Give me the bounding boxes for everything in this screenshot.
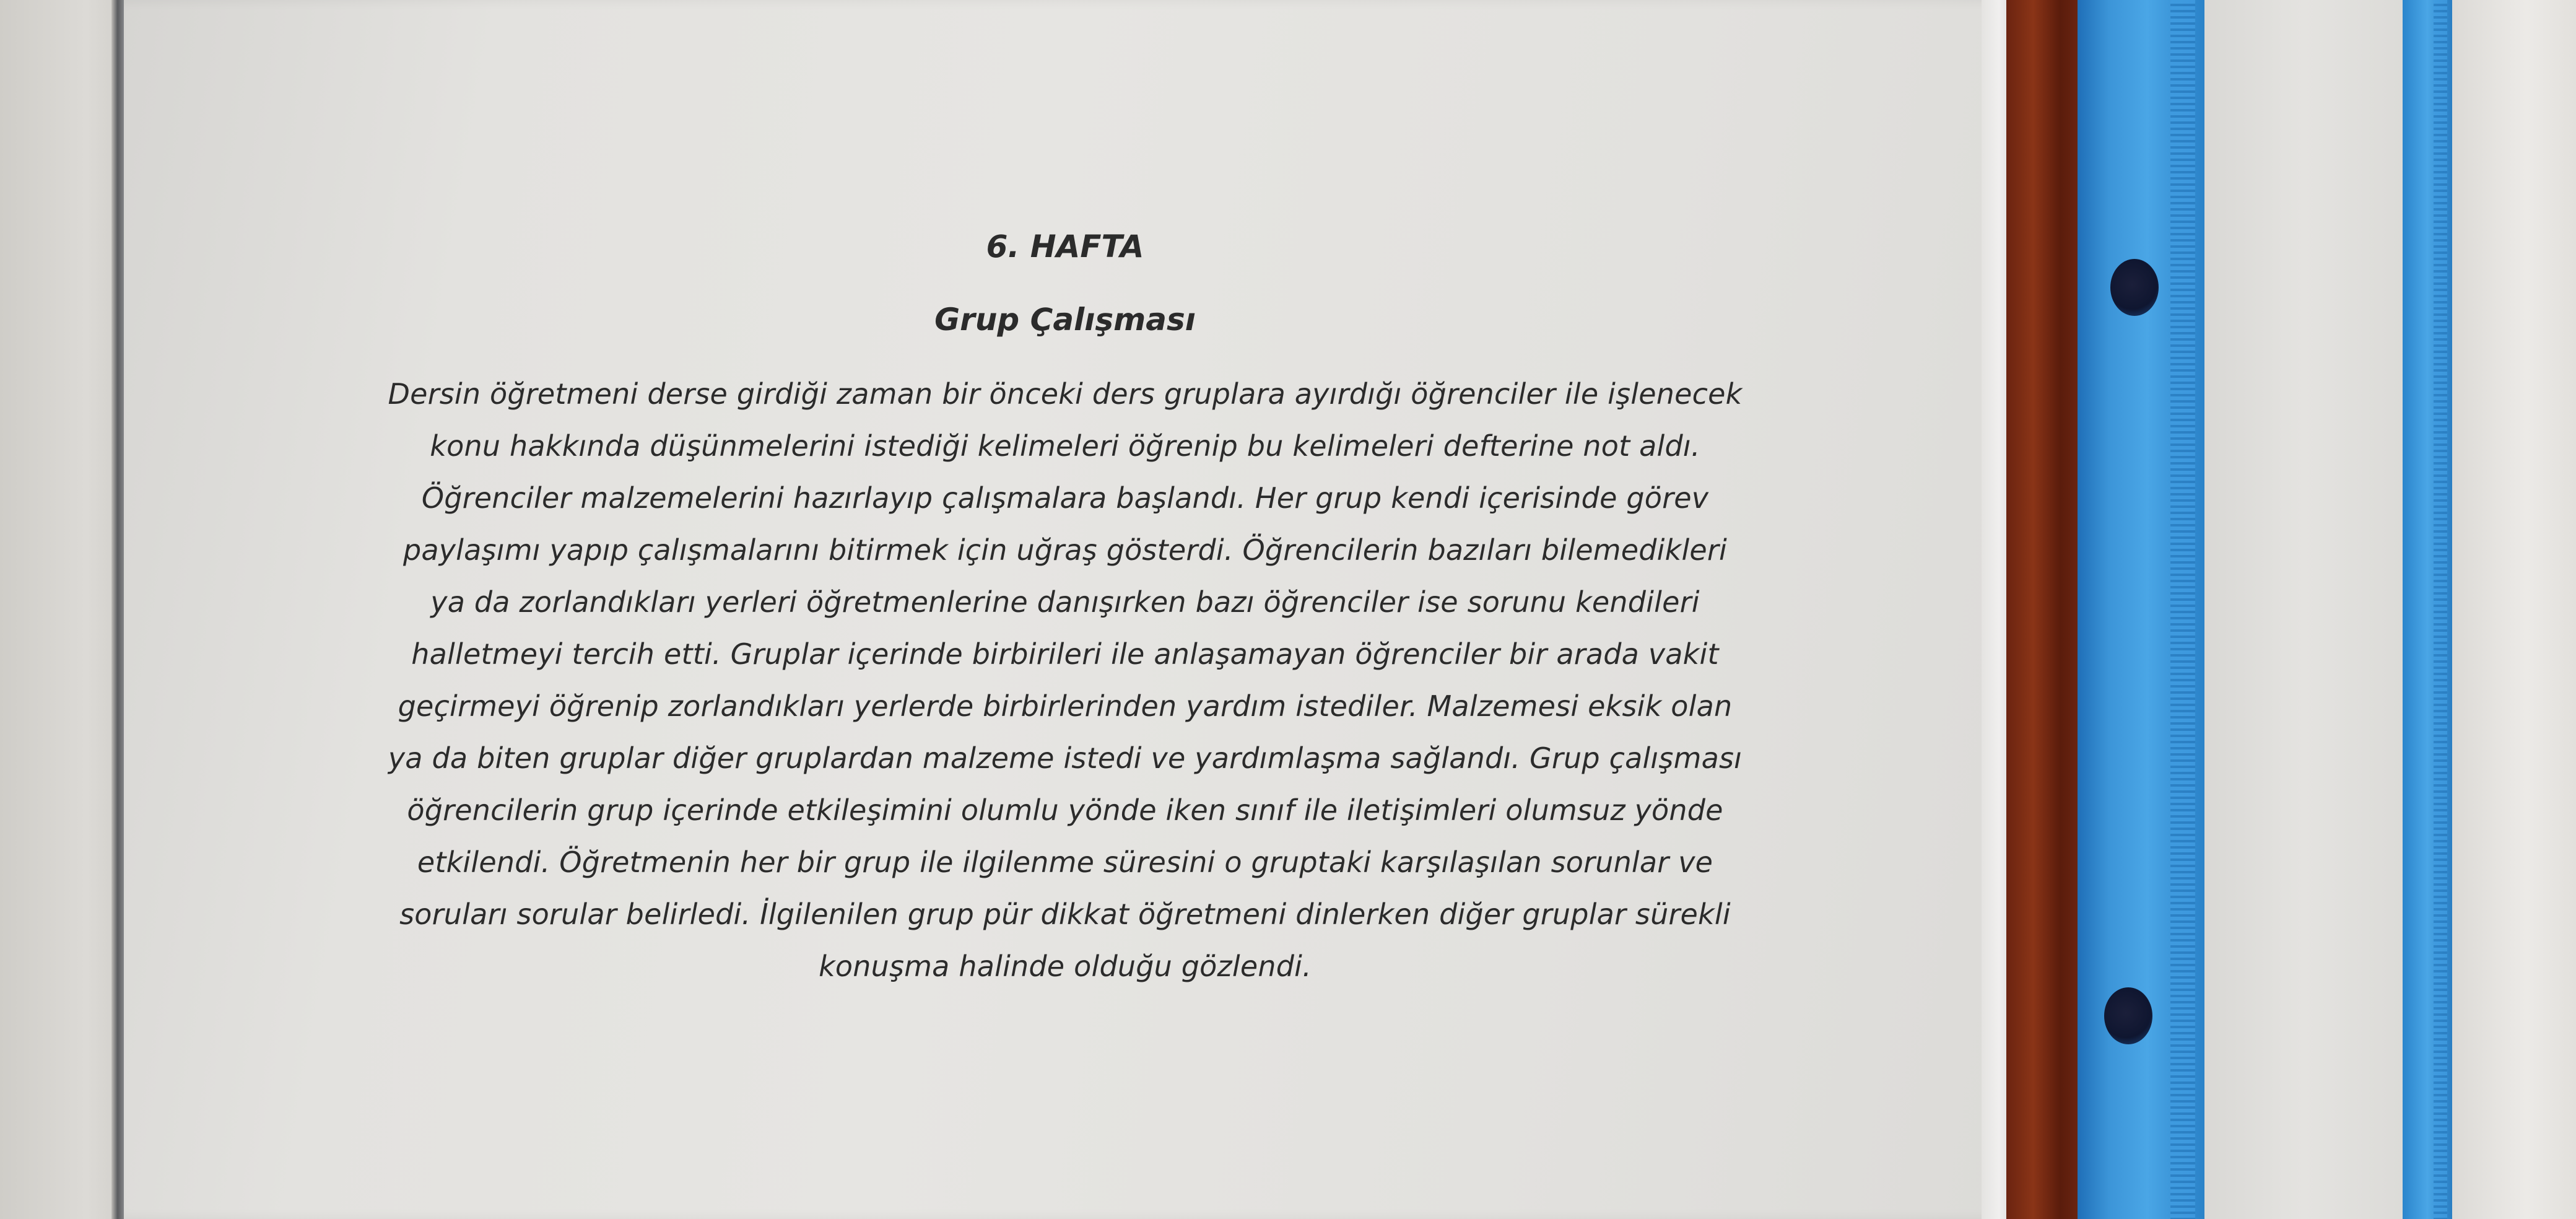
paragraph-line: halletmeyi tercih etti. Gruplar içerinde birbirileri ile anlaşamayan öğrenciler bir arada vakit (411, 637, 1719, 671)
week-heading: 6. HAFTA (986, 229, 1144, 264)
paragraph-line: Öğrenciler malzemelerini hazırlayıp çalışmalara başlandı. Her grup kendi içerisinde görev (421, 481, 1709, 515)
section-title: Grup Çalışması (934, 302, 1196, 338)
second-binder-ribs (2434, 0, 2447, 1219)
paragraph-line: soruları sorular belirledi. İlgilenilen grup pür dikkat öğretmeni dinlerken diğer gruplar sürekli (399, 898, 1731, 931)
far-right-pages (2452, 0, 2576, 1219)
underlying-pages-right (2204, 0, 2403, 1219)
document-content (322, 211, 1808, 992)
paragraph-line: geçirmeyi öğrenip zorlandıkları yerlerde birbirlerinden yardım istediler. Malzemesi eksik olan (398, 689, 1733, 723)
body-paragraph (322, 368, 1808, 992)
paragraph-line: konu hakkında düşünmelerini istediği kelimeleri öğrenip bu kelimeleri defterine not aldı. (430, 429, 1700, 463)
paragraph-line: öğrencilerin grup içerinde etkileşimini olumlu yönde iken sınıf ile iletişimleri olumsuz yönde (407, 793, 1723, 827)
paragraph-line: etkilendi. Öğretmenin her bir grup ile ilgilenme süresini o gruptaki karşılaşılan sorunlar ve (417, 845, 1713, 879)
punch-hole-bottom (2104, 987, 2152, 1044)
paragraph-line: ya da biten gruplar diğer gruplardan malzeme istedi ve yardımlaşma sağlandı. Grup çalışması (388, 741, 1743, 775)
punch-hole-top (2110, 259, 2159, 316)
sleeve-edge-left (111, 0, 125, 1219)
paragraph-line: ya da zorlandıkları yerleri öğretmenlerine danışırken bazı öğrenciler ise sorunu kendileri (430, 585, 1700, 619)
binder-ribs (2170, 0, 2195, 1219)
paragraph-line: Dersin öğretmeni derse girdiği zaman bir önceki ders gruplara ayırdığı öğrenciler ile işlenecek (388, 377, 1743, 411)
paragraph-line: paylaşımı yapıp çalışmalarını bitirmek için uğraş gösterdi. Öğrencilerin bazıları bilemedikleri (402, 533, 1728, 567)
paragraph-line: konuşma halinde olduğu gözlendi. (819, 950, 1312, 983)
underlying-page-left (0, 0, 124, 1219)
